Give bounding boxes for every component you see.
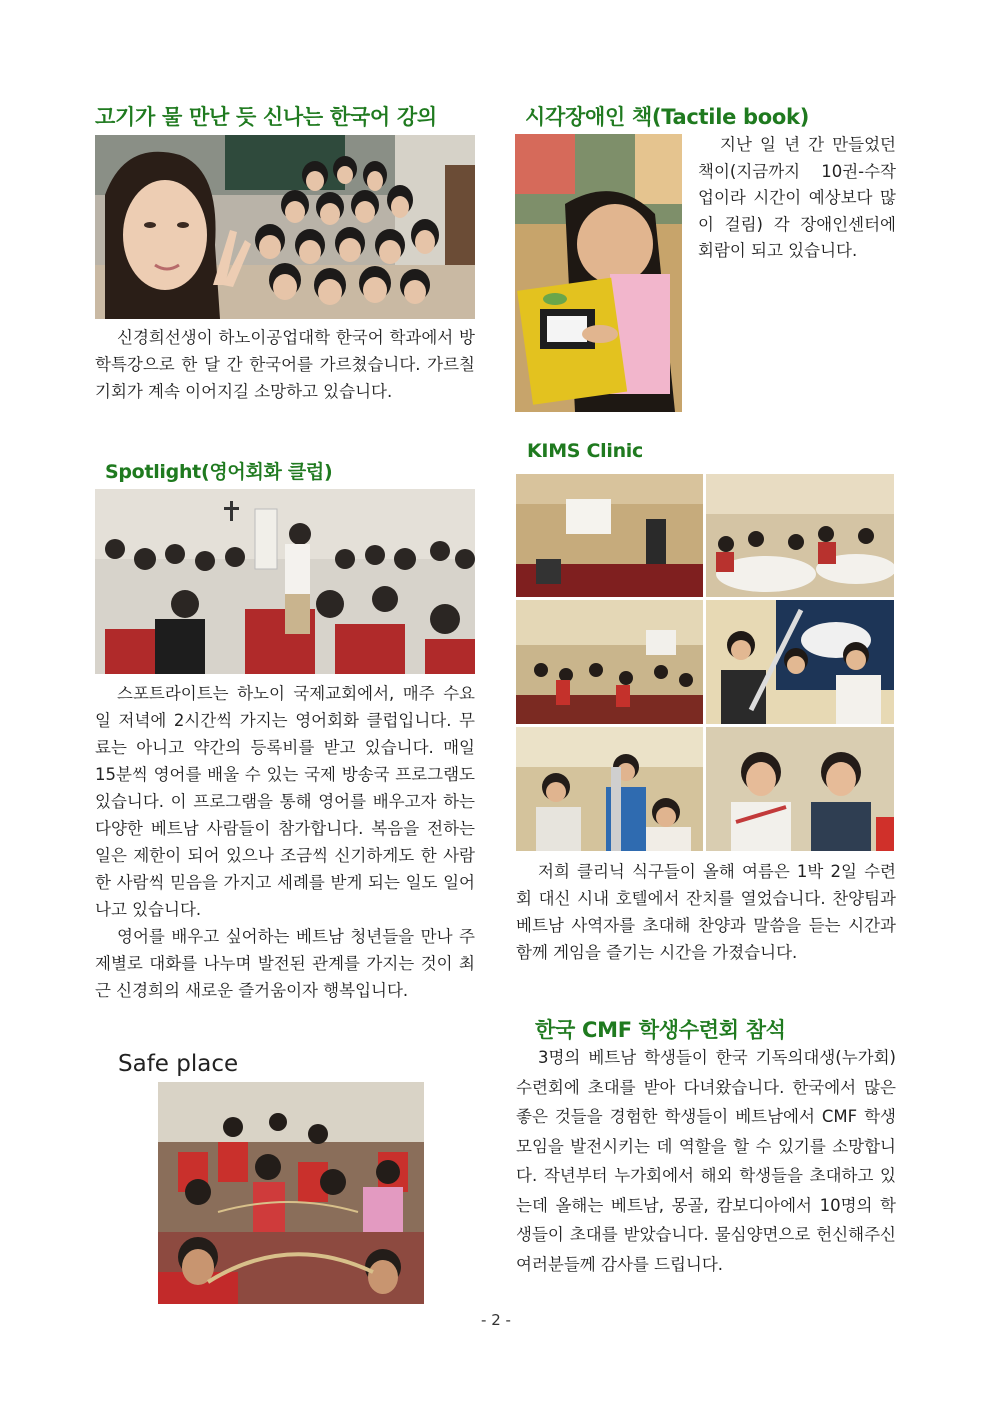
spotlight-club-photo bbox=[95, 489, 475, 674]
page-number: - 2 - bbox=[481, 1311, 511, 1329]
kims-photo-hall bbox=[516, 600, 703, 724]
spotlight-paragraph-1: 스포트라이트는 하노이 국제교회에서, 매주 수요일 저녁에 2시간씩 가지는 영어회화 클럽입니다. 무료는 아니고 약간의 등록비를 받고 있습니다. 매일 15분씩 영어를 배울 수 있는 국제 방송국 프로그램도 있습니다. 이 프로그램을 통해 영어를 배우고자 하는 다양한 베트남 사람들이 참가합니다. 복음을 전하는 일은 제한이 되어 있으나 조금씩 신기하게도 한 사람 한 사람씩 믿음을 가지고 세례를 받게 되는 일도 일어나고 있습니다. bbox=[95, 684, 475, 919]
cmf-retreat-text bbox=[516, 1043, 896, 1279]
safe-place-heading: Safe place bbox=[118, 1051, 239, 1077]
tactile-book-heading: 시각장애인 책(Tactile book) bbox=[525, 105, 810, 129]
kims-clinic-text bbox=[516, 858, 896, 966]
tactile-book-paragraph: 지난 일 년 간 만들었던 책이(지금까지 10권-수작업이라 시간이 예상보다 많이 걸림) 각 장애인센터에 회람이 되고 있습니다. bbox=[698, 135, 896, 260]
spotlight-text bbox=[95, 680, 475, 1004]
spotlight-heading: Spotlight(영어회화 클럽) bbox=[105, 461, 333, 483]
cmf-retreat-heading: 한국 CMF 학생수련회 참석 bbox=[535, 1018, 786, 1042]
kims-photo-activity bbox=[516, 727, 703, 851]
korean-class-photo bbox=[95, 135, 475, 319]
kims-photo-game bbox=[706, 600, 894, 724]
spotlight-paragraph-2: 영어를 배우고 싶어하는 베트남 청년들을 만나 주제별로 대화를 나누며 발전된 관계를 가지는 것이 최근 신경희의 새로운 즐거움이자 행복입니다. bbox=[95, 927, 475, 1000]
kims-photo-friends bbox=[706, 727, 894, 851]
korean-lecture-text bbox=[95, 324, 475, 405]
safe-place-photo bbox=[158, 1082, 424, 1304]
kims-clinic-paragraph: 저희 클리닉 식구들이 올해 여름은 1박 2일 수련회 대신 시내 호텔에서 잔치를 열었습니다. 찬양팀과 베트남 사역자를 초대해 찬양과 말씀을 듣는 시간과 함께 게임을 즐기는 시간을 가졌습니다. bbox=[516, 862, 896, 962]
korean-lecture-heading: 고기가 물 만난 듯 신나는 한국어 강의 bbox=[95, 105, 437, 129]
korean-lecture-paragraph: 신경희선생이 하노이공업대학 한국어 학과에서 방학특강으로 한 달 간 한국어를 가르쳤습니다. 가르칠 기회가 계속 이어지길 소망하고 있습니다. bbox=[95, 328, 475, 401]
kims-photo-presentation bbox=[516, 474, 703, 597]
tactile-book-photo bbox=[515, 134, 682, 412]
kims-photo-banquet bbox=[706, 474, 894, 597]
cmf-retreat-paragraph: 3명의 베트남 학생들이 한국 기독의대생(누가회)수련회에 초대를 받아 다녀왔습니다. 한국에서 많은 좋은 것들을 경험한 학생들이 베트남에서 CMF 학생모임을 발전시키는 데 역할을 할 수 있기를 소망합니다. 작년부터 누가회에서 해외 학생들을 초대하고 있는데 올해는 베트남, 몽골, 캄보디아에서 10명의 학생들이 초대를 받았습니다. 물심양면으로 헌신해주신 여러분들께 감사를 드립니다. bbox=[516, 1048, 896, 1274]
kims-clinic-heading: KIMS Clinic bbox=[527, 440, 643, 462]
tactile-book-text bbox=[698, 132, 896, 265]
